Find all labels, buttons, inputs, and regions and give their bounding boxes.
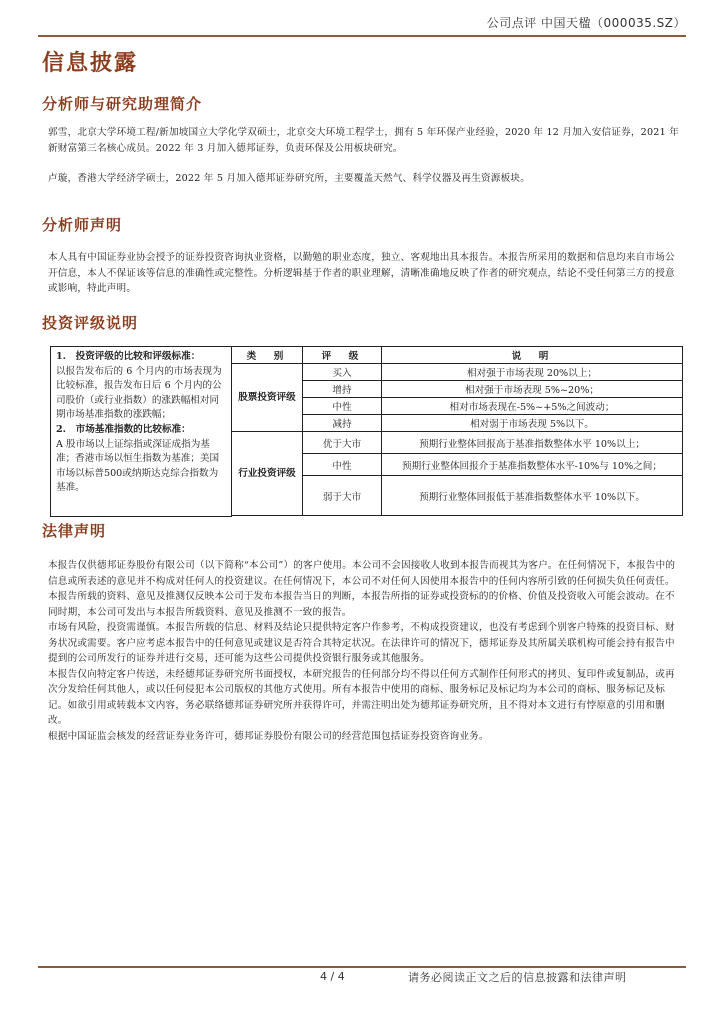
category-stock: 股票投资评级: [232, 364, 303, 432]
rating-desc: 预期行业整体回报低于基准指数整体水平 10%以下。: [382, 476, 683, 516]
footer-note: 请务必阅读正文之后的信息披露和法律声明: [408, 971, 627, 984]
legal-paragraph: 本报告所载的资料、意见及推测仅反映本公司于发布本报告当日的判断，本报告所指的证券或投资标的的价格、价值及投资收入可能会波动。在不同时期，本公司可发出与本报告所载资料、意见及推测不一致的报告。: [48, 591, 675, 618]
footer-divider: [38, 966, 686, 968]
legal-section-title: 法律声明: [42, 522, 107, 540]
rating-cell: 优于大市: [303, 432, 382, 454]
page-number: 4 / 4: [320, 970, 345, 983]
analyst-bio-1: 郭雪，北京大学环境工程/新加坡国立大学化学双硕士，北京交大环境工程学士，拥有 5 年环保产业经验，2020 年 12 月加入安信证券，2021 年新财富第三名核心成员。2022 年 3 月加入德邦证券，负责环保及公用板块研究。: [48, 127, 679, 154]
analyst-section-title: 分析师与研究助理简介: [42, 95, 203, 113]
rating-desc: 相对市场表现在-5%~+5%之间波动；: [382, 398, 683, 415]
rating-desc: 相对强于市场表现 5%~20%；: [382, 381, 683, 398]
rating-section-title: 投资评级说明: [42, 314, 139, 332]
rating-cell: 中性: [303, 398, 382, 415]
analyst-bio-2: 卢璇，香港大学经济学硕士，2022 年 5 月加入德邦证券研究所，主要覆盖天然气、科学仪器及再生资源板块。: [48, 173, 530, 184]
rating-desc: 预期行业整体回报高于基准指数整体水平 10%以上；: [382, 432, 683, 454]
page-title: 信息披露: [42, 50, 139, 76]
criteria-item-1-text: 以报告发布后的 6 个月内的市场表现为比较标准，报告发布日后 6 个月内的公司股价（或行业指数）的涨跌幅相对同期市场基准指数的涨跌幅；: [56, 365, 222, 421]
criteria-item-1-title: 1. 投资评级的比较和评级标准：: [56, 351, 201, 362]
rating-cell: 弱于大市: [303, 476, 382, 516]
rating-desc: 预期行业整体回报介于基准指数整体水平-10%与 10%之间；: [382, 454, 683, 476]
legal-paragraph: 本报告仅向特定客户传送，未经德邦证券研究所书面授权，本研究报告的任何部分均不得以任何方式制作任何形式的拷贝、复印件或复制品，或再次分发给任何其他人，或以任何侵犯本公司版权的其他方式使用。所有本报告中使用的商标、服务标记及标记均为本公司的商标、服务标记及标记。如欲引用或转载本文内容，务必联络德邦证券研究所并获得许可，并需注明出处为德邦证券研究所，且不得对本文进行有悖原意的引用和删改。: [48, 668, 675, 726]
header-rating: 评 级: [303, 347, 382, 364]
legal-statement: [48, 558, 680, 744]
analyst-statement: 本人具有中国证券业协会授予的证券投资咨询执业资格，以勤勉的职业态度，独立、客观地出具本报告。本报告所采用的数据和信息均来自市场公开信息，本人不保证该等信息的准确性或完整性。分析逻辑基于作者的职业理解，清晰准确地反映了作者的研究观点，结论不受任何第三方的授意或影响，特此声明。: [48, 252, 675, 294]
rating-table: [50, 346, 683, 517]
report-header: 公司点评 中国天楹（000035.SZ）: [486, 16, 686, 30]
header-description: 说 明: [382, 347, 683, 364]
rating-cell: 减持: [303, 415, 382, 432]
rating-desc: 相对强于市场表现 20%以上；: [382, 364, 683, 381]
rating-cell: 买入: [303, 364, 382, 381]
header-category: 类 别: [232, 347, 303, 364]
criteria-item-2-title: 2. 市场基准指数的比较标准：: [56, 423, 191, 435]
legal-paragraph: 根据中国证监会核发的经营证券业务许可，德邦证券股份有限公司的经营范围包括证券投资咨询业务。: [48, 730, 489, 742]
rating-desc: 相对弱于市场表现 5%以下。: [382, 415, 683, 432]
rating-criteria-cell: [51, 347, 232, 517]
header-divider: [38, 35, 686, 37]
statement-section-title: 分析师声明: [42, 216, 123, 234]
legal-paragraph: 本报告仅供德邦证券股份有限公司（以下简称“本公司”）的客户使用。本公司不会因接收人收到本报告而视其为客户。在任何情况下，本报告中的信息或所表述的意见并不构成对任何人的投资建议。在任何情况下，本公司不对任何人因使用本报告中的任何内容所引致的任何损失负任何责任。: [48, 560, 676, 587]
rating-cell: 中性: [303, 454, 382, 476]
criteria-item-2-text: A 股市场以上证综指或深证成指为基准；香港市场以恒生指数为基准；美国市场以标普500或纳斯达克综合指数为基准。: [56, 438, 220, 494]
category-industry: 行业投资评级: [232, 432, 303, 516]
rating-cell: 增持: [303, 381, 382, 398]
legal-paragraph: 市场有风险，投资需谨慎。本报告所载的信息、材料及结论只提供特定客户作参考，不构成投资建议，也没有考虑到个别客户特殊的投资目标、财务状况或需要。客户应考虑本报告中的任何意见或建议是否符合其特定状况。在法律许可的情况下，德邦证券及其所属关联机构可能会持有报告中提到的公司所发行的证券并进行交易，还可能为这些公司提供投资银行服务或其他服务。: [48, 622, 675, 664]
